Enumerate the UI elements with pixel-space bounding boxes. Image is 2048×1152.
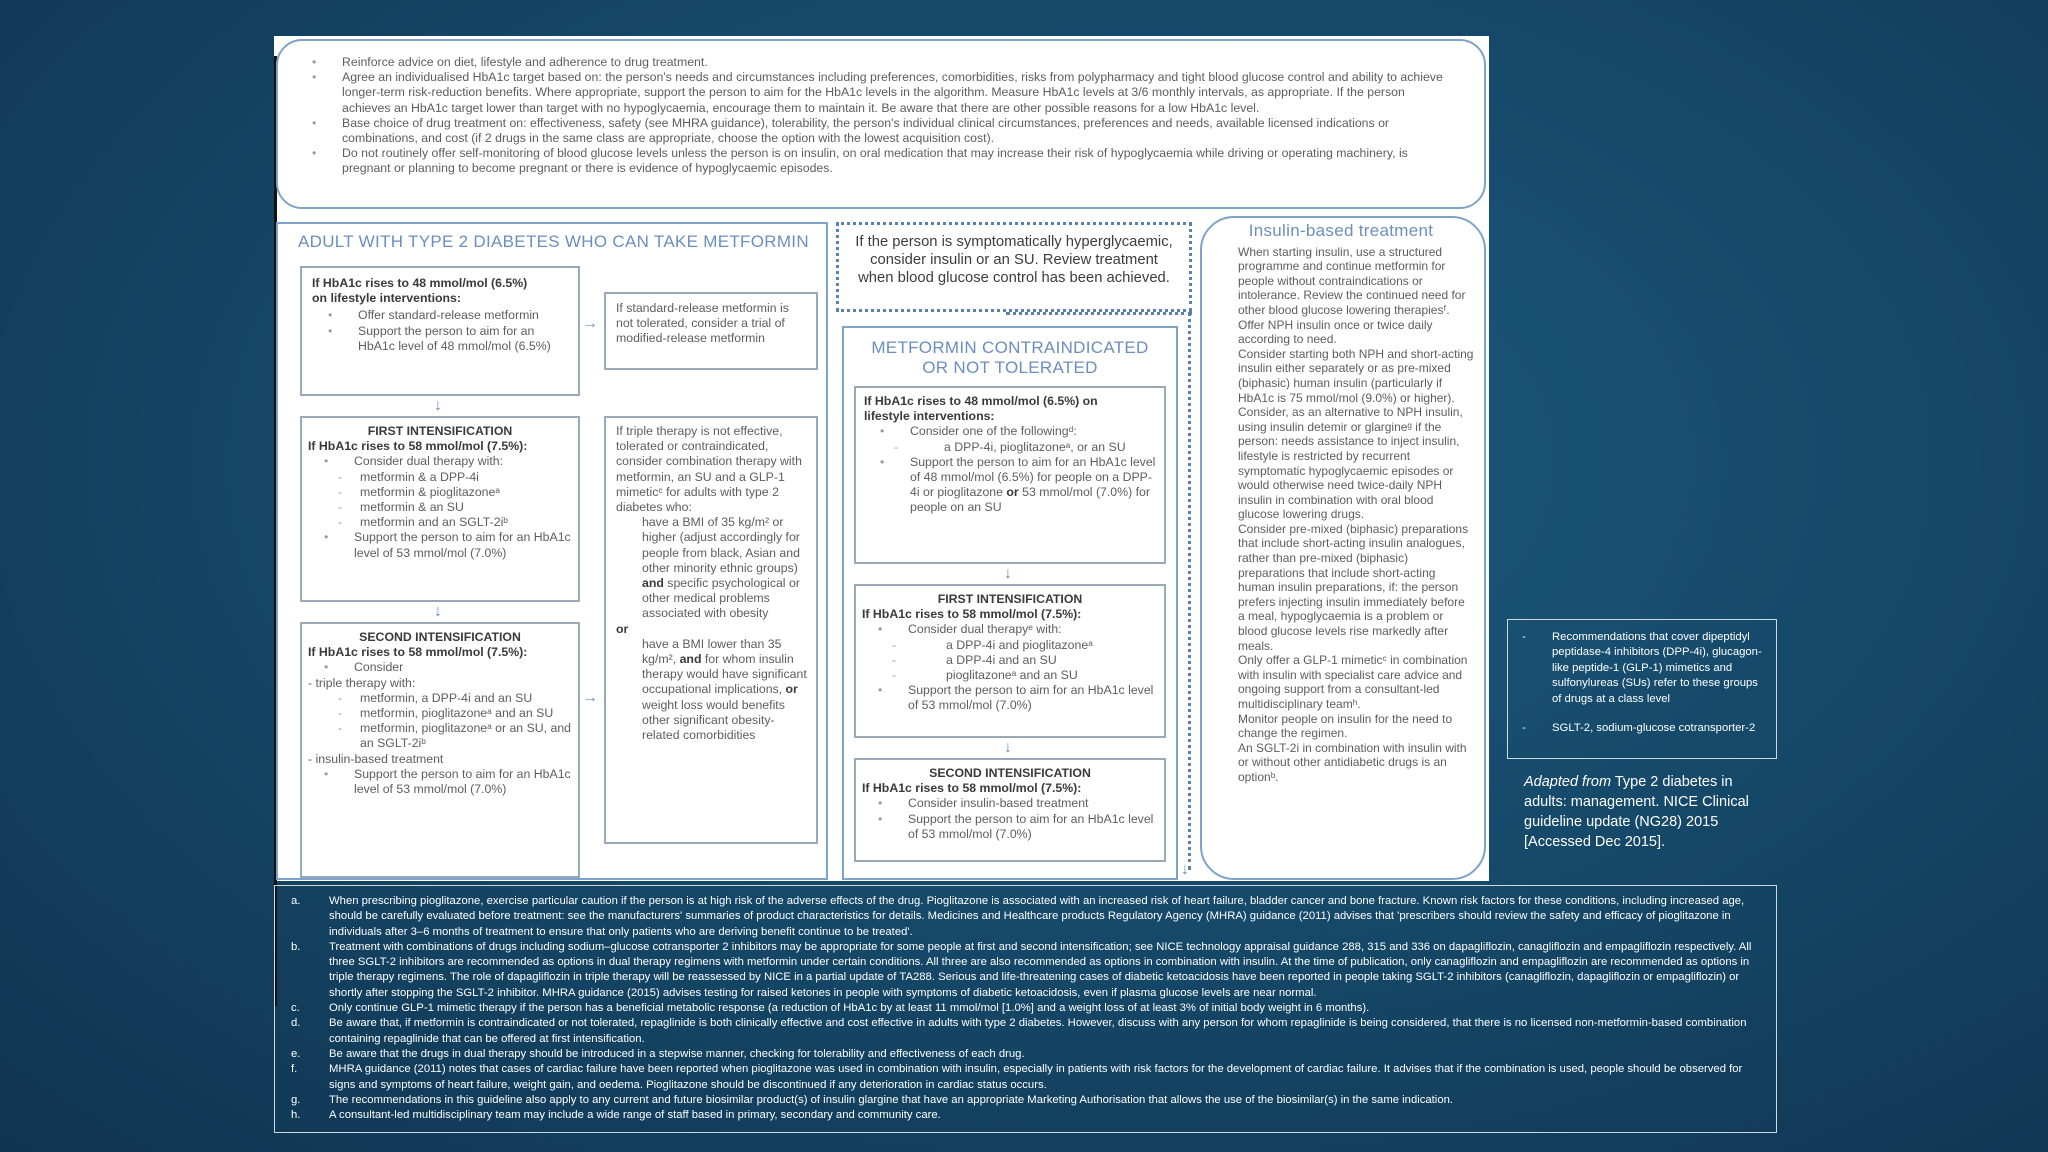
option-item: - metformin, a DPP-4i and an SU — [308, 691, 572, 706]
metformin-second-intensification — [300, 622, 580, 878]
arrow-down-icon: ↓ — [434, 603, 442, 620]
criterion-text: have a BMI lower than 35 kg/m², — [642, 636, 782, 667]
footnotes-box — [274, 885, 1777, 1133]
option-item: - metformin & an SU — [308, 500, 572, 515]
glp1-criterion — [616, 637, 810, 743]
insulin-item: - Offer NPH insulin once or twice daily according to need. — [1208, 318, 1474, 347]
footnote-key: a. — [291, 895, 301, 907]
arrow-down-icon: ↓ — [434, 397, 442, 414]
footnote — [289, 1093, 1762, 1108]
abbreviation-dash: - — [1522, 631, 1526, 643]
dotted-connector — [1188, 312, 1191, 870]
step-item: • Support the person to aim for an HbA1c level of 53 mmol/mol (7.0%) — [308, 767, 572, 797]
footnote-text: When prescribing pioglitazone, exercise particular caution if the person is at high risk of the adverse effects of the drug. Pioglitazone is associated with an increased risk of heart failure, bladder cancer and bone fracture. Known risk factors for these conditions, including increased age, should be carefully evaluated before treatment: see the manufacturers' summaries of product characteristics for details. Medicines and Healthcare products Regulatory Agency (MHRA) guidance (2011) advises that 'prescribers should review the safety and efficacy of pioglitazone in individuals after 3–6 months of treatment to ensure that only patients who are deriving benefit continue to be treated'. — [329, 895, 1745, 938]
symptomatic-text: If the person is symptomatically hyperglycaemic, consider insulin or an SU. Review treatment when blood glucose control has been achieved. — [855, 234, 1173, 286]
step-item-text: Support the person to aim for an HbA1c level of 48 mmol/mol (6.5%) for people on a DPP-4i or pioglitazone — [910, 454, 1156, 500]
step-list — [862, 683, 1158, 713]
algorithm-document — [274, 36, 1489, 881]
footnote-text: A consultant-led multidisciplinary team may include a wide range of staff based in primary, secondary and community care. — [329, 1109, 941, 1122]
insulin-list — [1208, 245, 1474, 785]
contraindicated-step-lifestyle — [854, 386, 1166, 564]
step-item: • Consider dual therapyᵉ with: — [862, 622, 1158, 637]
step-subheading: If HbA1c rises to 58 mmol/mol (7.5%): — [862, 781, 1082, 796]
symptomatic-box — [836, 222, 1192, 312]
footnote — [289, 1108, 1762, 1123]
step-subheading: on lifestyle interventions: — [312, 291, 461, 306]
citation-italic: Adapted from — [1524, 774, 1612, 790]
step-list — [312, 308, 570, 354]
footnote-text: Treatment with combinations of drugs including sodium–glucose cotransporter 2 inhibitors may be appropriate for some people at first and second intensification; see NICE technology appraisal guidance 288, 315 and 336 on dapagliflozin, canagliflozin and empagliflozin respectively. All three SGLT-2 inhibitors are recommended as options in dual therapy regimens with metformin under certain conditions. All three are also recommended as options in combination with insulin. At the time of publication, only canagliflozin and empagliflozin are recommended as options in triple therapy regimens. The role of dapagliflozin in triple therapy will be reassessed by NICE in a partial update of TA288. Serious and life-threatening cases of diabetic ketoacidosis have been reported in people taking SGLT-2 inhibitors (canagliflozin, dapagliflozin or empagliflozin) or shortly after stopping the SGLT-2 inhibitor. MHRA guidance (2015) advises testing for raised ketones in people with symptoms of diabetic ketoacidosis, even if plasma glucose levels are near normal. — [329, 940, 1752, 999]
footnote-text: The recommendations in this guideline also apply to any current and future biosimilar product(s) of insulin glargine that have an appropriate Marketing Authorisation that allows the use of the biosimilar(s) in the same indication. — [329, 1093, 1454, 1106]
or-word: or — [785, 682, 798, 697]
step-list — [864, 455, 1158, 516]
step-item: • Support the person to aim for an HbA1c level of 53 mmol/mol (7.0%) — [862, 812, 1158, 842]
option-list — [862, 638, 1158, 684]
step-subheading: If HbA1c rises to 58 mmol/mol (7.5%): — [308, 439, 528, 454]
footnote-key: f. — [291, 1063, 298, 1076]
step-list — [308, 767, 572, 797]
metformin-first-intensification — [300, 416, 580, 602]
footnote-text: Only continue GLP-1 mimetic therapy if the person has a beneficial metabolic response (a reduction of HbA1c by at least 11 mmol/mol [1.0%] and a weight loss of at least 3% of initial body weight in 6 months). — [329, 1002, 1370, 1015]
footnote — [289, 1016, 1762, 1047]
option-item: - a DPP-4i and an SU — [862, 653, 1158, 668]
modified-release-box — [604, 292, 818, 370]
step-heading: SECOND INTENSIFICATION — [359, 630, 521, 644]
contraindicated-first-intensification — [854, 584, 1166, 738]
metformin-step-lifestyle — [300, 266, 580, 396]
step-list — [308, 530, 572, 560]
footnote-text: MHRA guidance (2011) notes that cases of cardiac failure have been reported when pioglitazone was used in combination with insulin, especially in patients with risk factors for the development of cardiac failure. It advises that if the combination is used, people should be observed for signs and symptoms of heart failure, weight gain, and oedema. Pioglitazone should be discontinued if any deterioration in cardiac status occurs. — [329, 1063, 1743, 1091]
advice-item: • Reinforce advice on diet, lifestyle and adherence to drug treatment. — [296, 55, 1456, 70]
option-list — [308, 691, 572, 752]
step-item: • Consider dual therapy with: — [308, 454, 572, 469]
step-subheading: If HbA1c rises to 58 mmol/mol (7.5%): — [862, 607, 1082, 622]
arrow-right-icon: → — [582, 689, 598, 706]
step-heading: FIRST INTENSIFICATION — [937, 592, 1083, 606]
contraindicated-panel-title: METFORMIN CONTRAINDICATED OR NOT TOLERATED — [871, 338, 1149, 377]
option-item: - metformin & pioglitazoneᵃ — [308, 485, 572, 500]
and-word: and — [642, 576, 664, 591]
step-subheading: If HbA1c rises to 58 mmol/mol (7.5%): — [308, 645, 528, 660]
insulin-item: - Consider, as an alternative to NPH insulin, using insulin detemir or glargineᵍ if the person: needs assistance to inject insulin, lifestyle is restricted by recurrent symptomatic hypoglycaemic episodes or would otherwise need twice-daily NPH insulin in combination with oral blood glucose lowering drugs. — [1208, 405, 1474, 522]
option-item: - a DPP-4i and pioglitazoneᵃ — [862, 638, 1158, 653]
abbreviation-text: Recommendations that cover dipeptidyl peptidase-4 inhibitors (DPP-4i), glucagon-like peptide-1 (GLP-1) mimetics and sulfonylureas (SUs) refer to these groups of drugs at a class level — [1552, 631, 1762, 705]
abbreviation-item — [1518, 721, 1766, 736]
step-heading: FIRST INTENSIFICATION — [367, 424, 513, 438]
step-item: • Support the person to aim for an HbA1c level of 53 mmol/mol (7.0%) — [308, 530, 572, 560]
step-list — [308, 454, 572, 469]
footnote-text: Be aware that the drugs in dual therapy should be introduced in a stepwise manner, checking for tolerability and effectiveness of each drug. — [329, 1047, 1025, 1060]
abbreviation-dash: - — [1522, 722, 1526, 735]
step-list — [864, 424, 1158, 439]
footnote — [289, 1047, 1762, 1062]
metformin-panel-title: ADULT WITH TYPE 2 DIABETES WHO CAN TAKE METFORMIN — [298, 232, 809, 251]
option-item: - metformin, pioglitazoneᵃ or an SU, and an SGLT-2iᵇ — [308, 721, 572, 751]
glp1-criteria-list — [616, 637, 810, 743]
footnote-key: h. — [291, 1109, 301, 1122]
step-item: • Consider insulin-based treatment — [862, 796, 1158, 811]
metformin-panel — [276, 222, 828, 880]
insulin-panel — [1200, 216, 1486, 880]
modified-release-text: If standard-release metformin is not tolerated, consider a trial of modified-release metformin — [616, 301, 789, 346]
general-advice-list — [296, 55, 1456, 177]
criterion-text: for whom insulin therapy would have significant occupational implications, — [642, 652, 807, 697]
advice-item: • Do not routinely offer self-monitoring of blood glucose levels unless the person is on insulin, on oral medication that may increase their risk of hypoglycaemia while driving or operating machinery, is pregnant or planning to become pregnant or there is evidence of hypoglycaemic episodes. — [296, 146, 1456, 176]
glp1-criteria-list — [616, 515, 810, 621]
step-subheading: lifestyle interventions: — [864, 409, 995, 424]
step-item: • Consider — [308, 660, 572, 675]
footnote-key: b. — [291, 940, 301, 953]
insulin-item: - When starting insulin, use a structured programme and continue metformin for people without contraindications or intolerance. Review the continued need for other blood glucose lowering therapiesᶠ. — [1208, 245, 1474, 318]
step-item — [864, 455, 1158, 516]
option-item: - metformin and an SGLT-2iᵇ — [308, 515, 572, 530]
arrow-down-icon: ↓ — [1181, 861, 1189, 878]
criterion-text: specific psychological or other medical problems associated with obesity — [642, 576, 800, 621]
criterion-text: weight loss would benefits other significant obesity-related comorbidities — [642, 697, 785, 743]
and-word: and — [679, 652, 702, 667]
footnote — [289, 940, 1762, 1001]
general-advice-box — [276, 39, 1486, 209]
insulin-item: - Only offer a GLP-1 mimeticᶜ in combination with insulin with specialist care advice and ongoing support from a consultant-led multidisciplinary teamʰ. — [1208, 653, 1474, 711]
step-item: • Support the person to aim for an HbA1c level of 48 mmol/mol (6.5%) — [312, 324, 570, 354]
or-word: or — [616, 621, 629, 636]
dotted-connector — [1006, 312, 1192, 315]
insulin-item: - An SGLT-2i in combination with insulin with or without other antidiabetic drugs is an optionᵇ. — [1208, 741, 1474, 785]
advice-item: • Base choice of drug treatment on: effectiveness, safety (see MHRA guidance), tolerability, the person's individual clinical circumstances, preferences and needs, available licensed indications or combinations, and cost (if 2 drugs in the same class are appropriate, choose the option with the lowest acquisition cost). — [296, 116, 1456, 146]
or-word: or — [1006, 485, 1019, 500]
insulin-treatment-label: - insulin-based treatment — [308, 751, 444, 766]
step-item: • Support the person to aim for an HbA1c level of 53 mmol/mol (7.0%) — [862, 683, 1158, 713]
step-heading: SECOND INTENSIFICATION — [929, 766, 1091, 780]
step-item: • Consider one of the followingᵈ: — [864, 424, 1158, 439]
option-item: - a DPP-4i, pioglitazoneᵃ, or an SU — [864, 440, 1158, 455]
insulin-item: - Consider starting both NPH and short-acting insulin either separately or as pre-mixed (biphasic) human insulin (particularly if HbA1c is 75 mmol/mol (9.0%) or higher). — [1208, 347, 1474, 405]
footnote — [289, 1062, 1762, 1093]
footnote-text: Be aware that, if metformin is contraindicated or not tolerated, repaglinide is both clinically effective and cost effective in adults with type 2 diabetes. However, discuss with any person for whom repaglinide is being considered, that there is no licensed non-metformin-based combination containing repaglinide that can be offered at first intensification. — [329, 1017, 1747, 1045]
abbreviations-box — [1507, 619, 1777, 759]
step-list — [308, 660, 572, 675]
insulin-item: - Monitor people on insulin for the need to change the regimen. — [1208, 712, 1474, 741]
step-heading: If HbA1c rises to 48 mmol/mol (6.5%) — [312, 276, 528, 290]
glp1-combination-box — [604, 416, 818, 844]
insulin-panel-title: Insulin-based treatment — [1248, 221, 1434, 240]
option-item: - metformin, pioglitazoneᵃ and an SU — [308, 706, 572, 721]
footnote-key: d. — [291, 1017, 301, 1030]
footnote-key: g. — [291, 1093, 301, 1106]
footnote-key: e. — [291, 1047, 301, 1060]
footnote — [289, 1001, 1762, 1016]
source-citation — [1524, 772, 1769, 852]
metformin-contraindicated-panel — [842, 326, 1178, 880]
arrow-down-icon: ↓ — [1004, 739, 1012, 756]
citation-text: Type 2 diabetes in adults: management. NICE Clinical guideline update (NG28) 2015 [Accessed Dec 2015]. — [1524, 774, 1749, 850]
contraindicated-second-intensification — [854, 758, 1166, 862]
option-item: - metformin & a DPP-4i — [308, 470, 572, 485]
step-item: • Offer standard-release metformin — [312, 308, 570, 323]
arrow-right-icon: → — [582, 315, 598, 332]
glp1-intro: If triple therapy is not effective, tolerated or contraindicated, consider combination therapy with metformin, an SU and a GLP-1 mimeticᶜ for adults with type 2 diabetes who: — [616, 424, 802, 515]
criterion-text: have a BMI of 35 kg/m² or higher (adjust accordingly for people from black, Asian and other minority ethnic groups) — [642, 515, 800, 575]
triple-therapy-label: - triple therapy with: — [308, 675, 416, 690]
option-list — [864, 440, 1158, 455]
step-list — [862, 796, 1158, 842]
option-list — [308, 470, 572, 531]
option-item: - pioglitazoneᵃ and an SU — [862, 668, 1158, 683]
abbreviation-text: SGLT-2, sodium-glucose cotransporter-2 — [1552, 722, 1756, 735]
advice-item: • Agree an individualised HbA1c target based on: the person's needs and circumstances including preferences, comorbidities, risks from polypharmacy and tight blood glucose control and ability to achieve longer-term risk-reduction benefits. Where appropriate, support the person to aim for the HbA1c levels in the algorithm. Measure HbA1c levels at 3/6 monthly intervals, as appropriate. If the person achieves an HbA1c target lower than target with no hypoglycaemia, encourage them to maintain it. Be aware that there are other possible reasons for a low HbA1c level. — [296, 70, 1456, 116]
footnote-key: c. — [291, 1002, 300, 1015]
step-item-text: 53 mmol/mol (7.0%) for people on an SU — [910, 485, 1150, 515]
glp1-criterion — [616, 515, 810, 621]
step-heading: If HbA1c rises to 48 mmol/mol (6.5%) on — [864, 394, 1098, 408]
arrow-down-icon: ↓ — [1004, 565, 1012, 582]
abbreviation-item — [1518, 630, 1766, 707]
footnote — [289, 894, 1762, 940]
insulin-item: - Consider pre-mixed (biphasic) preparations that include short-acting insulin analogues, rather than pre-mixed (biphasic) preparations that include short-acting human insulin preparations, if: the person prefers injecting insulin immediately before a meal, hypoglycaemia is a problem or blood glucose levels rise markedly after meals. — [1208, 522, 1474, 653]
step-list — [862, 622, 1158, 637]
